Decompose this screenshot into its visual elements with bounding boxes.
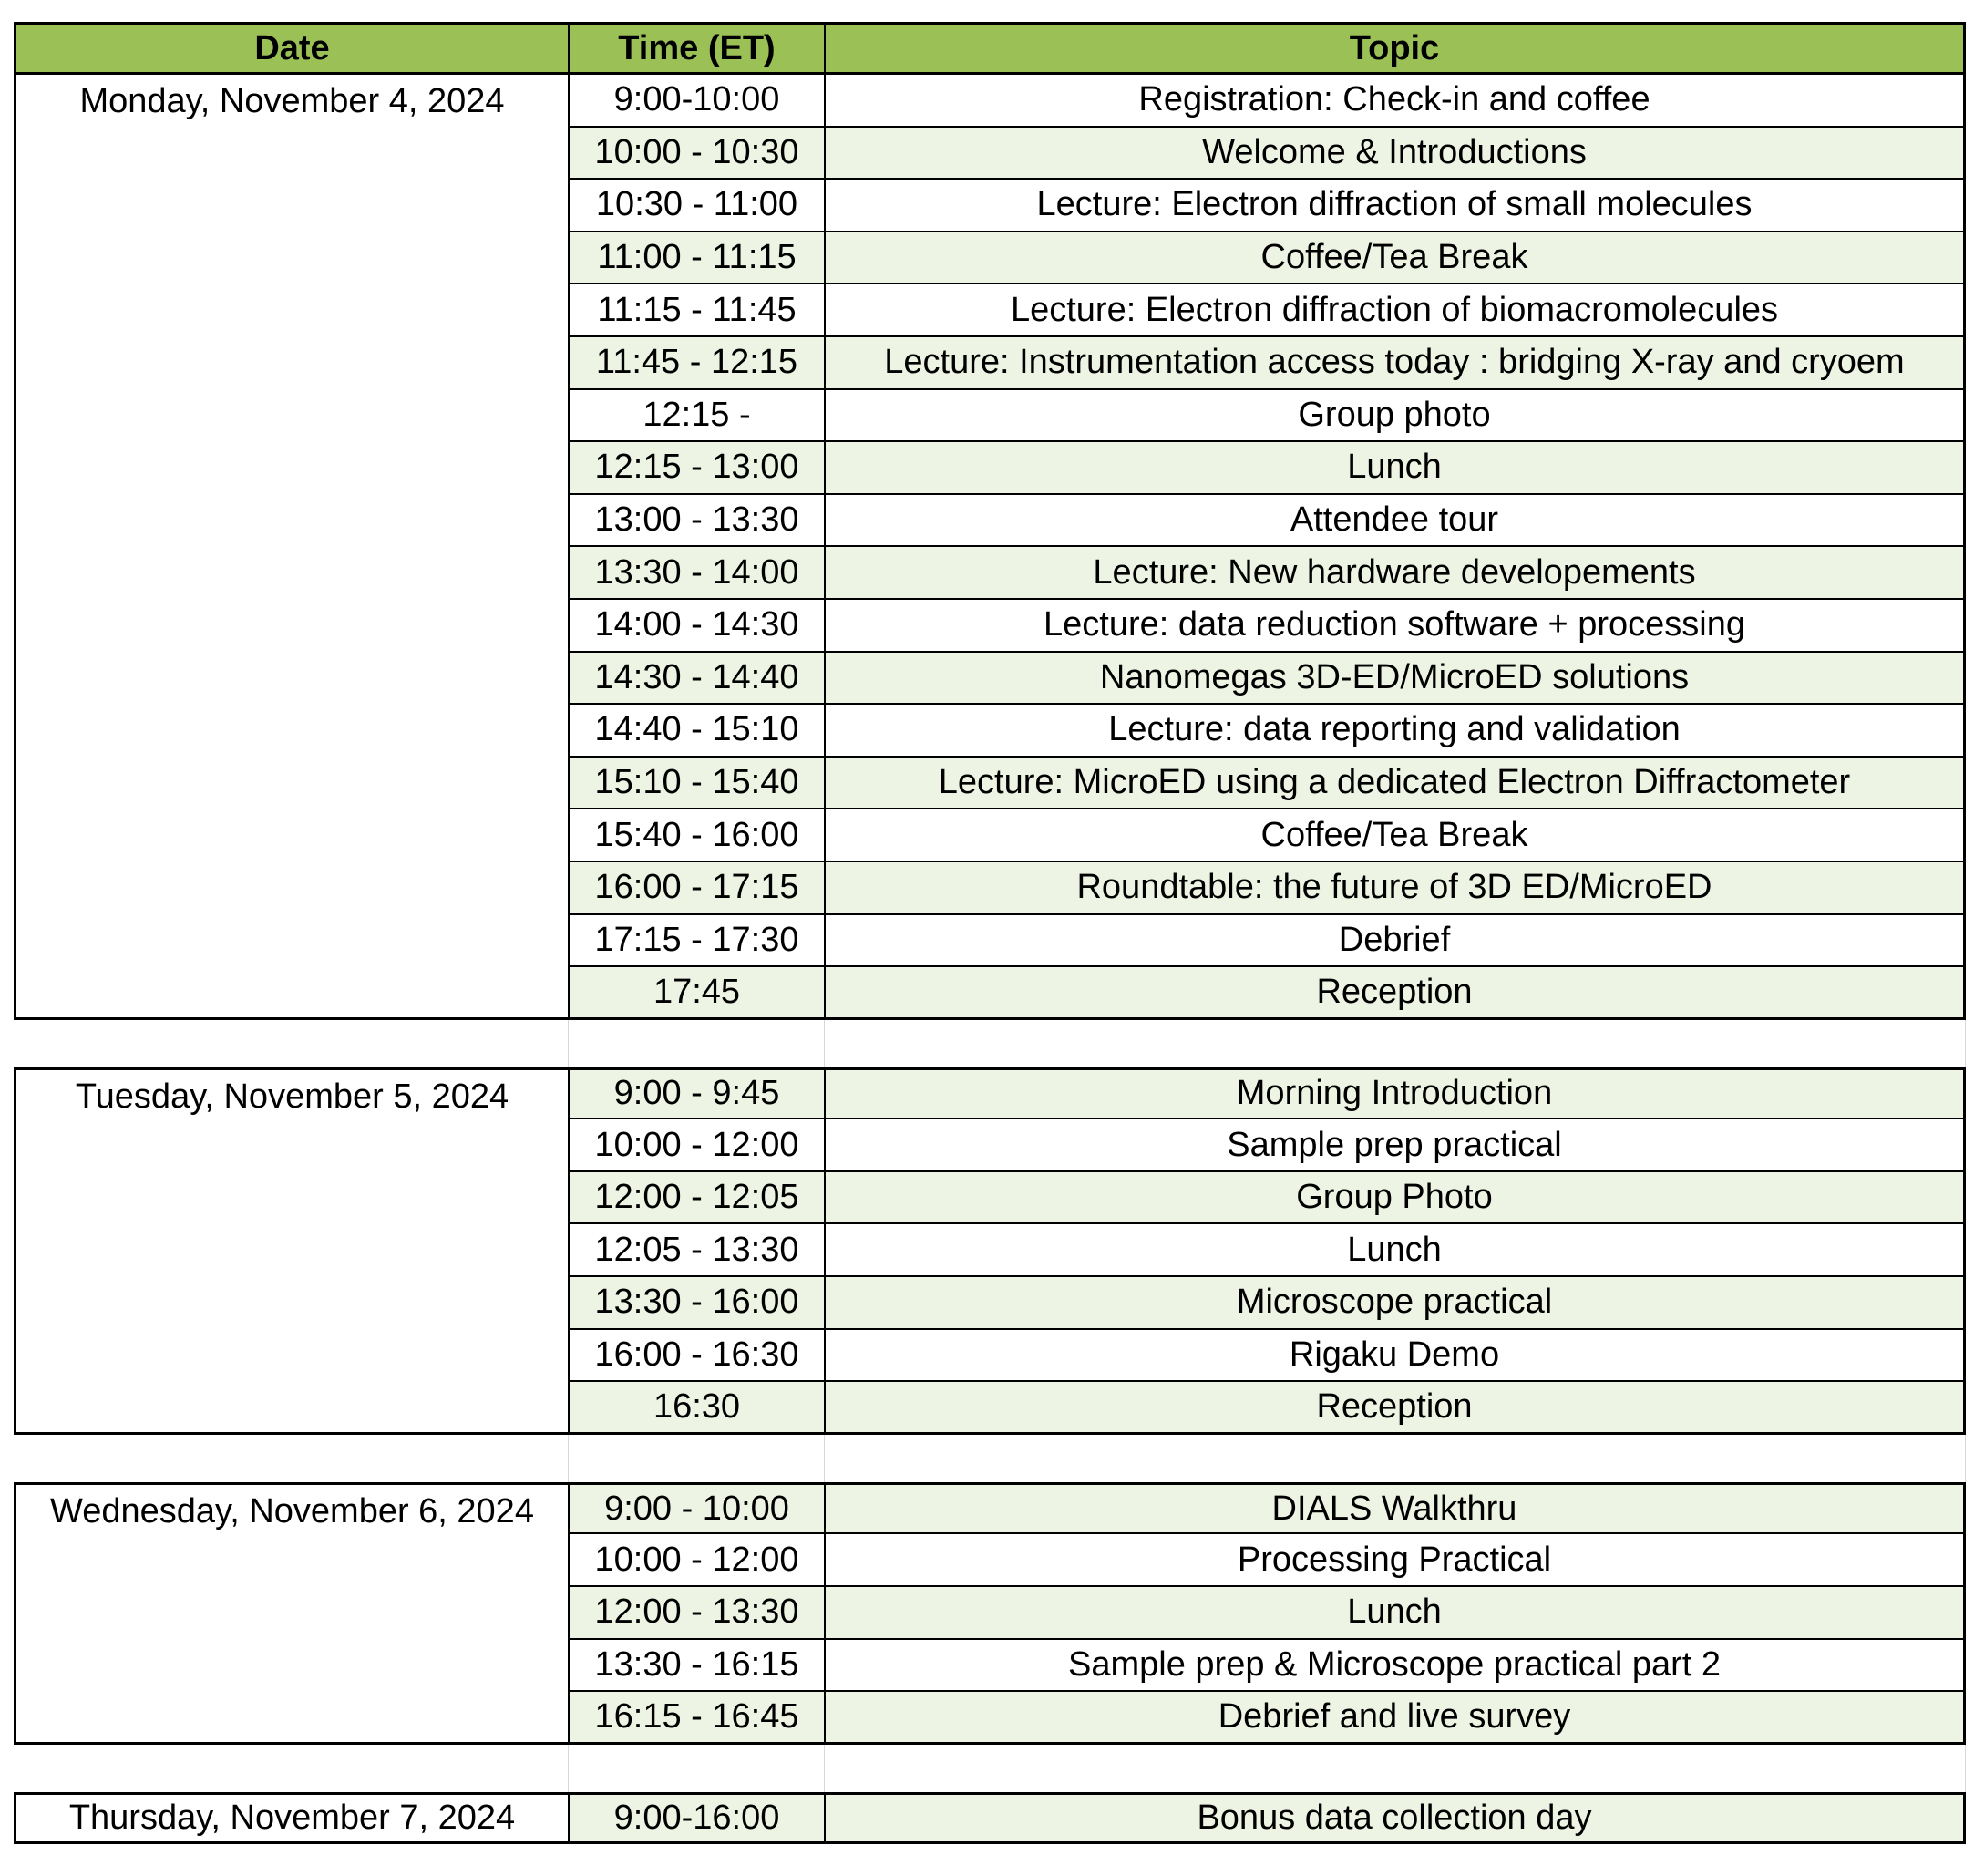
session-time: 11:45 - 12:15: [568, 337, 824, 390]
session-topic: Coffee/Tea Break: [824, 232, 1966, 285]
session-topic: Nanomegas 3D-ED/MicroED solutions: [824, 653, 1966, 706]
header-time: Time (ET): [568, 22, 824, 75]
session-topic: Lecture: New hardware developements: [824, 547, 1966, 600]
session-topic: Microscope practical: [824, 1277, 1966, 1330]
schedule-table: [14, 22, 1966, 1844]
day-separator: [14, 1020, 568, 1067]
session-topic: Group photo: [824, 390, 1966, 443]
session-topic: Sample prep & Microscope practical part 2: [824, 1640, 1966, 1693]
session-time: 17:15 - 17:30: [568, 915, 824, 968]
day-separator: [568, 1020, 824, 1067]
session-topic: Morning Introduction: [824, 1067, 1966, 1120]
session-time: 16:30: [568, 1382, 824, 1435]
session-topic: Lunch: [824, 442, 1966, 495]
session-time: 12:15 - 13:00: [568, 442, 824, 495]
session-time: 15:40 - 16:00: [568, 809, 824, 862]
session-time: 14:40 - 15:10: [568, 705, 824, 758]
session-time: 13:30 - 16:00: [568, 1277, 824, 1330]
session-time: 16:00 - 17:15: [568, 862, 824, 915]
day-separator: [568, 1745, 824, 1792]
session-time: 9:00 - 10:00: [568, 1482, 824, 1535]
session-time: 11:15 - 11:45: [568, 284, 824, 337]
day-date: Monday, November 4, 2024: [14, 75, 568, 1020]
day-separator: [824, 1745, 1966, 1792]
session-topic: Welcome & Introductions: [824, 128, 1966, 180]
session-time: 13:30 - 14:00: [568, 547, 824, 600]
session-topic: Attendee tour: [824, 495, 1966, 548]
session-time: 11:00 - 11:15: [568, 232, 824, 285]
session-time: 12:00 - 12:05: [568, 1172, 824, 1225]
day-separator: [824, 1020, 1966, 1067]
session-topic: Lecture: Instrumentation access today : bridging X-ray and cryoem: [824, 337, 1966, 390]
session-topic: Lunch: [824, 1224, 1966, 1277]
session-time: 9:00-10:00: [568, 75, 824, 128]
session-time: 9:00-16:00: [568, 1792, 824, 1845]
session-time: 17:45: [568, 967, 824, 1020]
session-topic: Lecture: Electron diffraction of biomacromolecules: [824, 284, 1966, 337]
session-time: 13:30 - 16:15: [568, 1640, 824, 1693]
session-time: 10:00 - 10:30: [568, 128, 824, 180]
session-topic: Group Photo: [824, 1172, 1966, 1225]
session-topic: Reception: [824, 1382, 1966, 1435]
day-separator: [824, 1435, 1966, 1482]
session-time: 12:05 - 13:30: [568, 1224, 824, 1277]
day-date: Wednesday, November 6, 2024: [14, 1482, 568, 1745]
session-time: 15:10 - 15:40: [568, 758, 824, 810]
session-time: 14:30 - 14:40: [568, 653, 824, 706]
session-topic: Lunch: [824, 1587, 1966, 1640]
session-time: 9:00 - 9:45: [568, 1067, 824, 1120]
session-topic: Registration: Check-in and coffee: [824, 75, 1966, 128]
session-time: 10:00 - 12:00: [568, 1534, 824, 1587]
day-separator: [14, 1745, 568, 1792]
session-topic: Sample prep practical: [824, 1119, 1966, 1172]
session-topic: Coffee/Tea Break: [824, 809, 1966, 862]
day-separator: [14, 1435, 568, 1482]
session-time: 16:15 - 16:45: [568, 1692, 824, 1745]
session-time: 12:00 - 13:30: [568, 1587, 824, 1640]
session-time: 10:00 - 12:00: [568, 1119, 824, 1172]
session-topic: Lecture: data reduction software + processing: [824, 600, 1966, 653]
session-time: 16:00 - 16:30: [568, 1330, 824, 1383]
session-topic: Debrief and live survey: [824, 1692, 1966, 1745]
session-topic: Reception: [824, 967, 1966, 1020]
day-separator: [568, 1435, 824, 1482]
day-date: Thursday, November 7, 2024: [14, 1792, 568, 1845]
day-date: Tuesday, November 5, 2024: [14, 1067, 568, 1435]
session-time: 14:00 - 14:30: [568, 600, 824, 653]
session-time: 12:15 -: [568, 390, 824, 443]
session-topic: Rigaku Demo: [824, 1330, 1966, 1383]
header-date: Date: [14, 22, 568, 75]
session-topic: DIALS Walkthru: [824, 1482, 1966, 1535]
session-topic: Bonus data collection day: [824, 1792, 1966, 1845]
session-topic: Lecture: data reporting and validation: [824, 705, 1966, 758]
session-topic: Processing Practical: [824, 1534, 1966, 1587]
header-topic: Topic: [824, 22, 1966, 75]
session-topic: Lecture: MicroED using a dedicated Electron Diffractometer: [824, 758, 1966, 810]
session-topic: Roundtable: the future of 3D ED/MicroED: [824, 862, 1966, 915]
session-topic: Debrief: [824, 915, 1966, 968]
session-topic: Lecture: Electron diffraction of small molecules: [824, 180, 1966, 232]
session-time: 10:30 - 11:00: [568, 180, 824, 232]
session-time: 13:00 - 13:30: [568, 495, 824, 548]
